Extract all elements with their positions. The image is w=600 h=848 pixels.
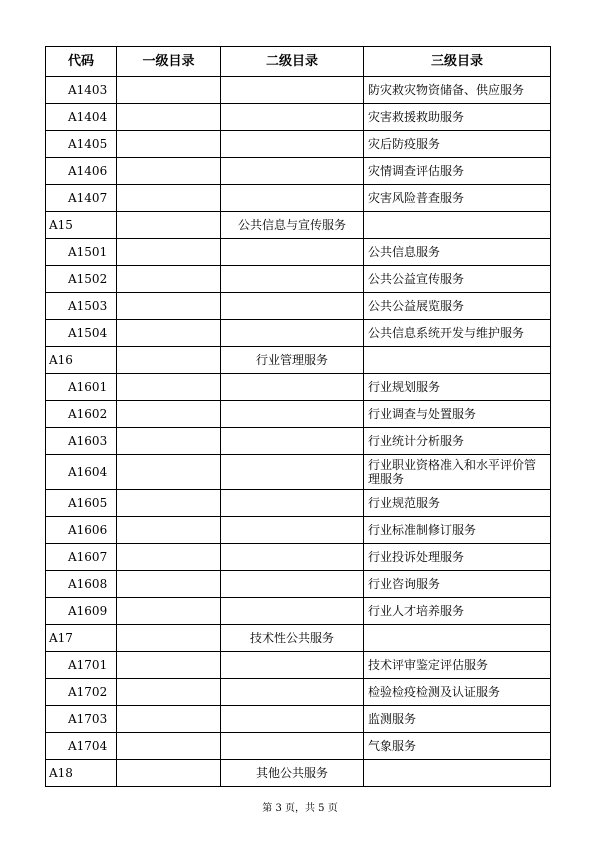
cell-code: A18 <box>46 760 117 787</box>
cell-level1 <box>117 733 221 760</box>
cell-level1 <box>117 706 221 733</box>
cell-level3: 行业规划服务 <box>364 374 551 401</box>
cell-code: A1502 <box>46 266 117 293</box>
table-row <box>46 544 551 571</box>
cell-code: A1503 <box>46 293 117 320</box>
table-row <box>46 266 551 293</box>
cell-level1 <box>117 679 221 706</box>
cell-level3: 灾害风险普查服务 <box>364 185 551 212</box>
cell-code: A1604 <box>46 455 117 490</box>
table-row <box>46 428 551 455</box>
cell-code: A1504 <box>46 320 117 347</box>
cell-level3: 灾害救援救助服务 <box>364 104 551 131</box>
cell-level2 <box>221 490 364 517</box>
cell-code: A1603 <box>46 428 117 455</box>
cell-code: A1501 <box>46 239 117 266</box>
cell-level2 <box>221 428 364 455</box>
cell-level3: 灾后防疫服务 <box>364 131 551 158</box>
cell-code: A1605 <box>46 490 117 517</box>
cell-level1 <box>117 266 221 293</box>
cell-level2: 技术性公共服务 <box>221 625 364 652</box>
cell-level1 <box>117 544 221 571</box>
cell-code: A1608 <box>46 571 117 598</box>
cell-level2 <box>221 239 364 266</box>
cell-code: A1607 <box>46 544 117 571</box>
cell-level3: 技术评审鉴定评估服务 <box>364 652 551 679</box>
table-row <box>46 104 551 131</box>
cell-level1 <box>117 517 221 544</box>
cell-code: A1704 <box>46 733 117 760</box>
table-row <box>46 212 551 239</box>
cell-level1 <box>117 320 221 347</box>
cell-level1 <box>117 455 221 490</box>
cell-level2 <box>221 733 364 760</box>
table-row <box>46 77 551 104</box>
cell-level2 <box>221 598 364 625</box>
header-code: 代码 <box>46 47 117 77</box>
table-row <box>46 625 551 652</box>
table-row <box>46 652 551 679</box>
header-level1: 一级目录 <box>117 47 221 77</box>
cell-level1 <box>117 571 221 598</box>
cell-code: A1404 <box>46 104 117 131</box>
cell-level3: 行业统计分析服务 <box>364 428 551 455</box>
table-header-row <box>46 47 551 77</box>
cell-level2 <box>221 517 364 544</box>
cell-code: A1406 <box>46 158 117 185</box>
cell-level2 <box>221 131 364 158</box>
cell-level1 <box>117 625 221 652</box>
cell-level2 <box>221 679 364 706</box>
cell-level2: 其他公共服务 <box>221 760 364 787</box>
cell-level3 <box>364 212 551 239</box>
cell-level1 <box>117 374 221 401</box>
cell-level1 <box>117 293 221 320</box>
cell-code: A1602 <box>46 401 117 428</box>
cell-level3: 行业投诉处理服务 <box>364 544 551 571</box>
cell-level3: 行业调查与处置服务 <box>364 401 551 428</box>
cell-level1 <box>117 104 221 131</box>
table-row <box>46 760 551 787</box>
header-level3: 三级目录 <box>364 47 551 77</box>
cell-level3: 公共公益展览服务 <box>364 293 551 320</box>
cell-level3: 行业人才培养服务 <box>364 598 551 625</box>
cell-level2 <box>221 706 364 733</box>
table-row <box>46 131 551 158</box>
table-row <box>46 733 551 760</box>
cell-level2 <box>221 544 364 571</box>
cell-level3: 公共公益宣传服务 <box>364 266 551 293</box>
cell-level1 <box>117 158 221 185</box>
cell-level3: 行业规范服务 <box>364 490 551 517</box>
cell-level3: 气象服务 <box>364 733 551 760</box>
table-row <box>46 347 551 374</box>
cell-level3: 公共信息系统开发与维护服务 <box>364 320 551 347</box>
cell-level1 <box>117 347 221 374</box>
cell-code: A1703 <box>46 706 117 733</box>
cell-level2: 公共信息与宣传服务 <box>221 212 364 239</box>
cell-level1 <box>117 212 221 239</box>
cell-level1 <box>117 490 221 517</box>
cell-level1 <box>117 428 221 455</box>
cell-code: A15 <box>46 212 117 239</box>
cell-level2 <box>221 401 364 428</box>
cell-level2: 行业管理服务 <box>221 347 364 374</box>
cell-code: A1701 <box>46 652 117 679</box>
cell-level1 <box>117 77 221 104</box>
cell-code: A1601 <box>46 374 117 401</box>
cell-level2 <box>221 104 364 131</box>
cell-level2 <box>221 455 364 490</box>
cell-level3: 行业职业资格准入和水平评价管理服务 <box>364 455 551 490</box>
catalog-table <box>45 46 551 787</box>
cell-level2 <box>221 158 364 185</box>
table-row <box>46 320 551 347</box>
table-row <box>46 679 551 706</box>
page-footer: 第 3 页，共 5 页 <box>262 803 338 814</box>
table-row <box>46 517 551 544</box>
cell-level3: 行业标准制修订服务 <box>364 517 551 544</box>
table-row <box>46 158 551 185</box>
cell-code: A1606 <box>46 517 117 544</box>
cell-level2 <box>221 652 364 679</box>
cell-level1 <box>117 652 221 679</box>
cell-level3: 防灾救灾物资储备、供应服务 <box>364 77 551 104</box>
cell-code: A1609 <box>46 598 117 625</box>
cell-code: A1702 <box>46 679 117 706</box>
table-row <box>46 706 551 733</box>
cell-level3: 公共信息服务 <box>364 239 551 266</box>
cell-code: A16 <box>46 347 117 374</box>
cell-level1 <box>117 598 221 625</box>
table-row <box>46 374 551 401</box>
cell-level1 <box>117 760 221 787</box>
cell-level2 <box>221 77 364 104</box>
table-row <box>46 490 551 517</box>
cell-level2 <box>221 374 364 401</box>
cell-level3 <box>364 760 551 787</box>
cell-level3: 检验检疫检测及认证服务 <box>364 679 551 706</box>
table-row <box>46 455 551 490</box>
table-row <box>46 571 551 598</box>
cell-level3: 行业咨询服务 <box>364 571 551 598</box>
cell-level2 <box>221 293 364 320</box>
cell-code: A1407 <box>46 185 117 212</box>
cell-level2 <box>221 320 364 347</box>
cell-level1 <box>117 401 221 428</box>
table-row <box>46 598 551 625</box>
cell-level1 <box>117 239 221 266</box>
cell-level3 <box>364 625 551 652</box>
cell-code: A1403 <box>46 77 117 104</box>
table-row <box>46 401 551 428</box>
cell-level1 <box>117 131 221 158</box>
cell-level2 <box>221 266 364 293</box>
cell-level3: 灾情调查评估服务 <box>364 158 551 185</box>
cell-code: A1405 <box>46 131 117 158</box>
cell-level2 <box>221 571 364 598</box>
table-row <box>46 185 551 212</box>
cell-level3: 监测服务 <box>364 706 551 733</box>
cell-code: A17 <box>46 625 117 652</box>
cell-level1 <box>117 185 221 212</box>
table-row <box>46 293 551 320</box>
cell-level3 <box>364 347 551 374</box>
table-row <box>46 239 551 266</box>
cell-level2 <box>221 185 364 212</box>
header-level2: 二级目录 <box>221 47 364 77</box>
